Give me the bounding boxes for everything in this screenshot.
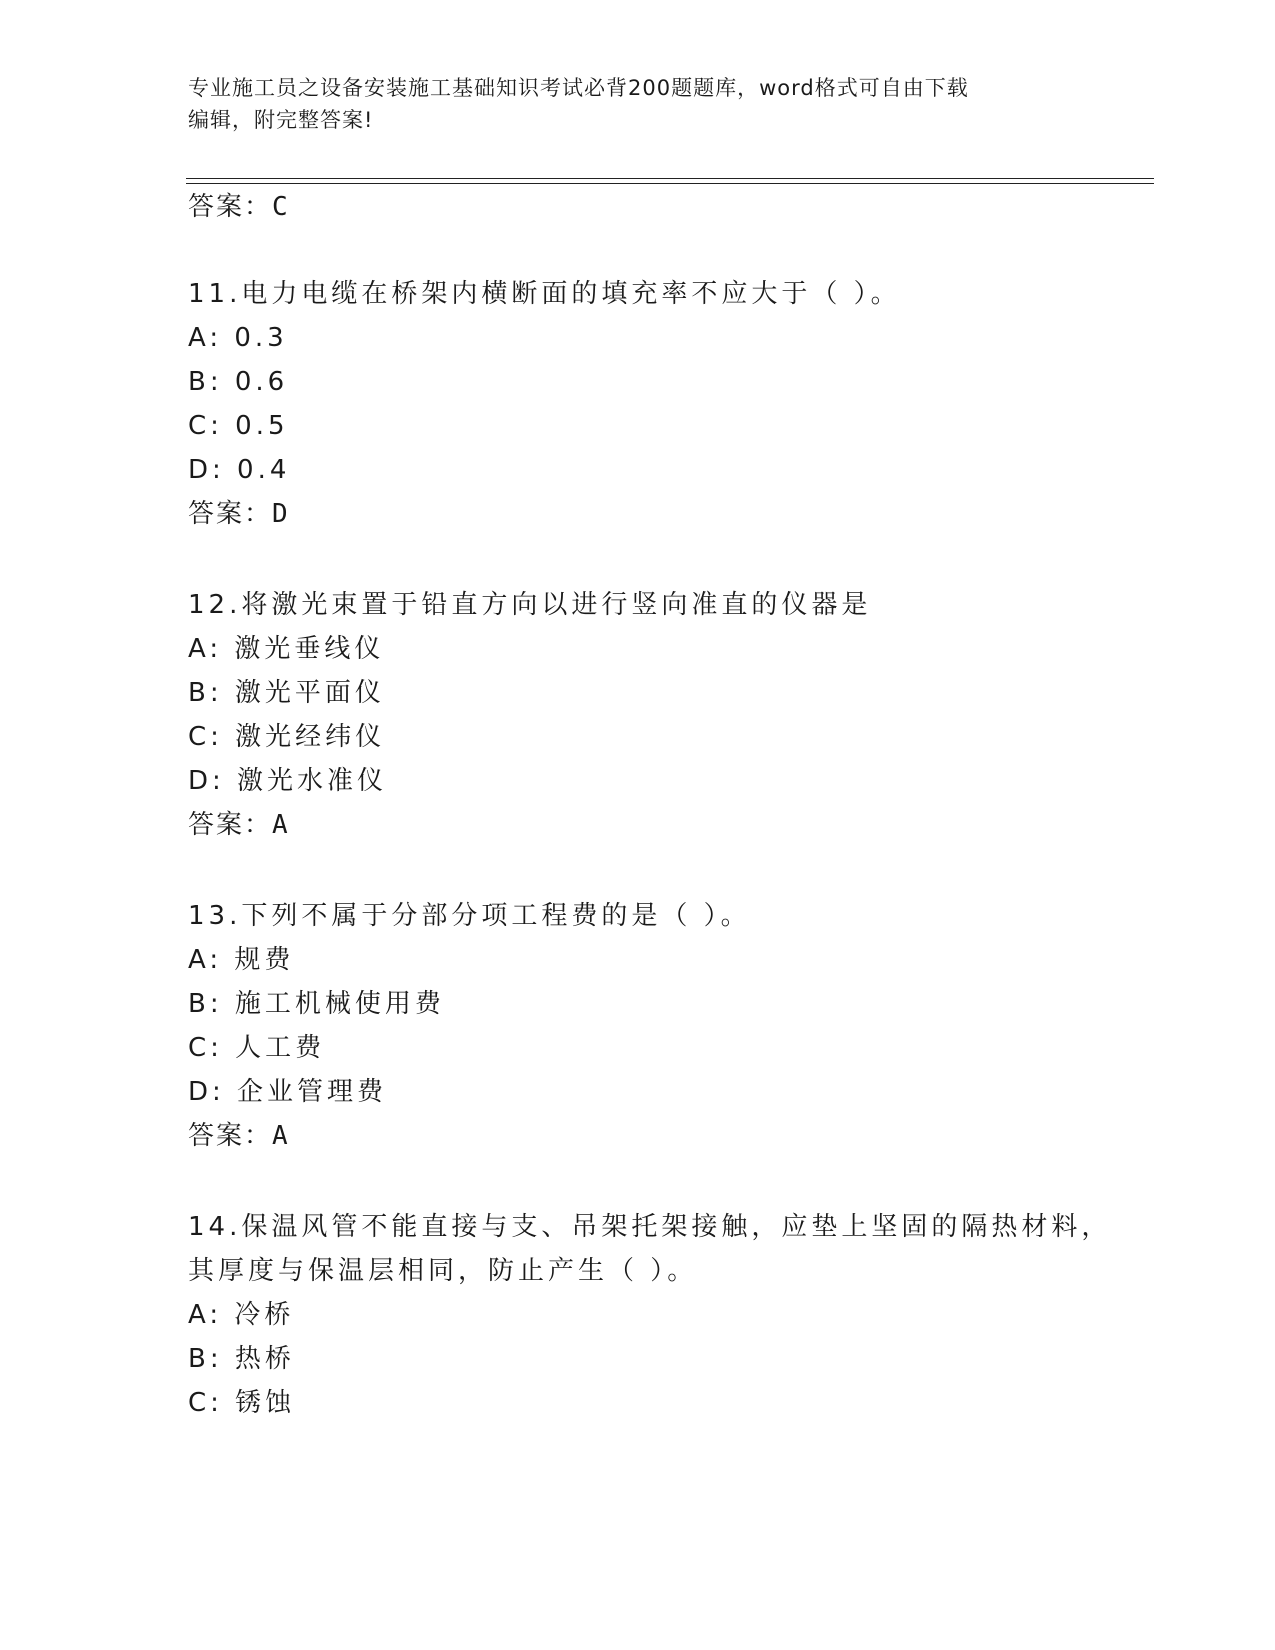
- q12-option-b: B: 激光平面仪: [188, 678, 385, 708]
- header-line-1: 专业施工员之设备安装施工基础知识考试必背200题题库，word格式可自由下载: [188, 76, 969, 100]
- question-13: 13.下列不属于分部分项工程费的是（ ）。: [188, 901, 751, 931]
- q11-option-a: A: 0.3: [188, 323, 288, 353]
- q13-option-b: B: 施工机械使用费: [188, 989, 445, 1019]
- q12-answer: 答案：A: [188, 810, 290, 840]
- q14-option-c: C: 锈蚀: [188, 1388, 296, 1418]
- header-divider-bottom: [186, 183, 1154, 184]
- header-divider-top: [186, 178, 1154, 179]
- q14-option-b: B: 热桥: [188, 1344, 295, 1374]
- header-line-2: 编辑，附完整答案!: [188, 108, 374, 132]
- q13-option-c: C: 人工费: [188, 1033, 326, 1063]
- question-11: 11.电力电缆在桥架内横断面的填充率不应大于（ ）。: [188, 279, 901, 309]
- q11-option-b: B: 0.6: [188, 367, 289, 397]
- q11-option-c: C: 0.5: [188, 411, 289, 441]
- q13-answer: 答案：A: [188, 1121, 290, 1151]
- q14-option-a: A: 冷桥: [188, 1300, 295, 1330]
- q13-option-a: A: 规费: [188, 945, 295, 975]
- question-14-line-2: 其厚度与保温层相同，防止产生（ ）。: [188, 1256, 698, 1286]
- q13-option-d: D: 企业管理费: [188, 1077, 388, 1107]
- q12-option-c: C: 激光经纬仪: [188, 722, 386, 752]
- document-header: [188, 72, 1068, 136]
- q11-answer: 答案：D: [188, 499, 290, 529]
- q12-option-d: D: 激光水准仪: [188, 766, 388, 796]
- question-14-line-1: 14.保温风管不能直接与支、吊架托架接触，应垫上坚固的隔热材料，: [188, 1212, 1112, 1242]
- question-12: 12.将激光束置于铅直方向以进行竖向准直的仪器是: [188, 590, 872, 620]
- q12-option-a: A: 激光垂线仪: [188, 634, 385, 664]
- answer-previous: 答案：C: [188, 192, 290, 222]
- q11-option-d: D: 0.4: [188, 455, 291, 485]
